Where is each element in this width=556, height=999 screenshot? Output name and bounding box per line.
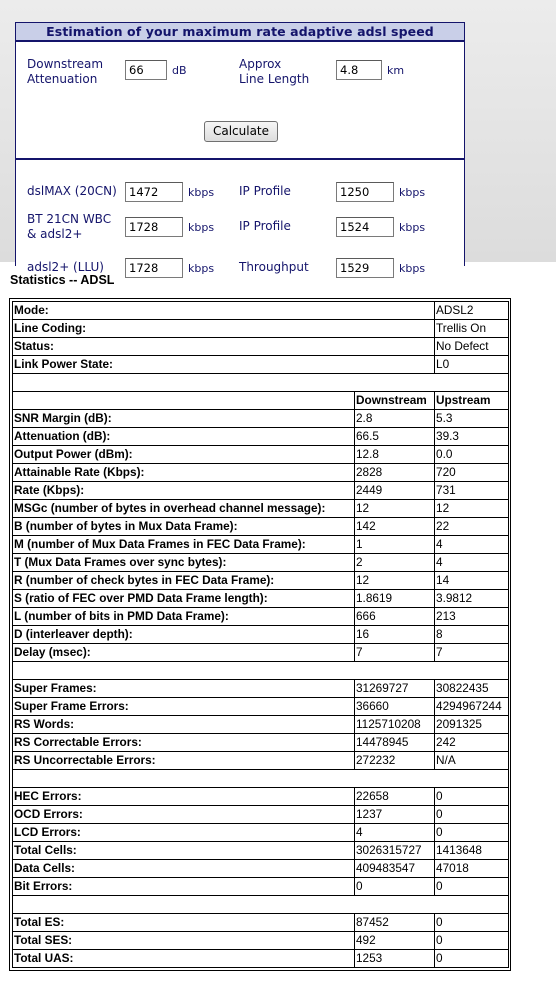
upstream-value: 0: [435, 950, 509, 968]
table-row: [13, 500, 509, 518]
downstream-column-header: Downstream: [355, 392, 435, 410]
upstream-value: 5.3: [435, 410, 509, 428]
upstream-value: 0.0: [435, 446, 509, 464]
downstream-value: 1: [355, 536, 435, 554]
stat-label: S (ratio of FEC over PMD Data Frame length):: [13, 590, 355, 608]
upstream-value: 720: [435, 464, 509, 482]
table-row: [13, 662, 509, 680]
upstream-value: N/A: [435, 752, 509, 770]
table-row: [13, 806, 509, 824]
upstream-column-header: Upstream: [435, 392, 509, 410]
upstream-value: 8: [435, 626, 509, 644]
upstream-value: 0: [435, 932, 509, 950]
result-unit: kbps: [188, 221, 215, 234]
downstream-value: 66.5: [355, 428, 435, 446]
table-row: [13, 716, 509, 734]
downstream-value: 12: [355, 572, 435, 590]
calculate-button[interactable]: Calculate: [204, 121, 278, 142]
table-row: [13, 374, 509, 392]
result-right-value-field[interactable]: 1250: [336, 182, 394, 202]
result-right-unit: kbps: [399, 186, 426, 199]
table-row: [13, 428, 509, 446]
stat-label: Total Cells:: [13, 842, 355, 860]
downstream-value: 2449: [355, 482, 435, 500]
stat-label: Attenuation (dB):: [13, 428, 355, 446]
result-unit: kbps: [188, 262, 215, 275]
downstream-value: 12.8: [355, 446, 435, 464]
result-value-field[interactable]: 1728: [125, 258, 183, 278]
table-row: [13, 842, 509, 860]
downstream-value: 666: [355, 608, 435, 626]
upstream-value: 47018: [435, 860, 509, 878]
attenuation-unit: dB: [172, 64, 187, 77]
upstream-value: 39.3: [435, 428, 509, 446]
table-row: [13, 338, 509, 356]
table-row: [13, 446, 509, 464]
downstream-value: 12: [355, 500, 435, 518]
upstream-value: 0: [435, 824, 509, 842]
line-length-unit: km: [387, 64, 405, 77]
stat-label: Super Frame Errors:: [13, 698, 355, 716]
table-row: [13, 896, 509, 914]
table-row: [13, 536, 509, 554]
downstream-value: 36660: [355, 698, 435, 716]
stat-label: RS Correctable Errors:: [13, 734, 355, 752]
result-right-unit: kbps: [399, 221, 426, 234]
table-row: [13, 734, 509, 752]
stat-label: OCD Errors:: [13, 806, 355, 824]
table-row: [13, 320, 509, 338]
downstream-value: 142: [355, 518, 435, 536]
stat-label: SNR Margin (dB):: [13, 410, 355, 428]
table-row: [13, 752, 509, 770]
downstream-value: 14478945: [355, 734, 435, 752]
blank-spacer-cell: [13, 770, 509, 788]
upstream-value: 0: [435, 788, 509, 806]
upstream-value: 1413648: [435, 842, 509, 860]
stat-label: RS Words:: [13, 716, 355, 734]
stat-label: Status:: [13, 338, 435, 356]
upstream-value: 7: [435, 644, 509, 662]
table-row: [13, 914, 509, 932]
upstream-value: 0: [435, 914, 509, 932]
stat-label: Attainable Rate (Kbps):: [13, 464, 355, 482]
estimator-input-section: [16, 42, 464, 160]
stat-label: B (number of bytes in Mux Data Frame):: [13, 518, 355, 536]
stat-label: Delay (msec):: [13, 644, 355, 662]
result-right-label: Throughput: [239, 260, 309, 274]
result-value-field[interactable]: 1472: [125, 182, 183, 202]
stat-label: Total SES:: [13, 932, 355, 950]
stat-label: M (number of Mux Data Frames in FEC Data Frame):: [13, 536, 355, 554]
line-length-input[interactable]: 4.8: [336, 60, 382, 80]
table-row: [13, 824, 509, 842]
stat-label: Data Cells:: [13, 860, 355, 878]
table-row: [13, 302, 509, 320]
stat-label: Bit Errors:: [13, 878, 355, 896]
stat-label: MSGc (number of bytes in overhead channel message):: [13, 500, 355, 518]
upstream-value: 30822435: [435, 680, 509, 698]
result-right-label: IP Profile: [239, 219, 291, 233]
line-length-label: Approx Line Length: [239, 57, 310, 86]
stat-label: D (interleaver depth):: [13, 626, 355, 644]
downstream-attenuation-label: Downstream Attenuation: [27, 57, 104, 86]
upstream-value: 12: [435, 500, 509, 518]
downstream-value: 1253: [355, 950, 435, 968]
estimator-results-section: [16, 160, 464, 275]
table-row: [13, 932, 509, 950]
stat-label: R (number of check bytes in FEC Data Frame):: [13, 572, 355, 590]
downstream-value: 492: [355, 932, 435, 950]
downstream-value: 409483547: [355, 860, 435, 878]
downstream-value: 16: [355, 626, 435, 644]
stat-label: RS Uncorrectable Errors:: [13, 752, 355, 770]
downstream-value: 87452: [355, 914, 435, 932]
header-empty-cell: [13, 392, 355, 410]
upstream-value: 0: [435, 878, 509, 896]
table-row: [13, 860, 509, 878]
stat-label: HEC Errors:: [13, 788, 355, 806]
table-row: [13, 950, 509, 968]
table-row: [13, 590, 509, 608]
stat-label: Total ES:: [13, 914, 355, 932]
table-row: [13, 356, 509, 374]
table-row: [13, 608, 509, 626]
table-row: [13, 878, 509, 896]
upstream-value: 3.9812: [435, 590, 509, 608]
upstream-value: 0: [435, 806, 509, 824]
table-row: [13, 788, 509, 806]
table-row: [13, 464, 509, 482]
table-row: [13, 482, 509, 500]
statistics-title: Statistics -- ADSL: [10, 273, 115, 287]
result-unit: kbps: [188, 186, 215, 199]
upstream-value: 14: [435, 572, 509, 590]
adsl-statistics-table-frame: [9, 298, 511, 971]
estimator-title: Estimation of your maximum rate adaptive adsl speed: [16, 23, 464, 42]
downstream-value: 1237: [355, 806, 435, 824]
stat-value: L0: [435, 356, 509, 374]
table-row: [13, 680, 509, 698]
stat-value: ADSL2: [435, 302, 509, 320]
table-row: [13, 644, 509, 662]
upstream-value: 4: [435, 554, 509, 572]
upstream-value: 731: [435, 482, 509, 500]
downstream-value: 4: [355, 824, 435, 842]
speed-estimator-panel: [15, 22, 465, 275]
upstream-value: 4294967244: [435, 698, 509, 716]
result-value-field[interactable]: 1728: [125, 217, 183, 237]
stat-label: Line Coding:: [13, 320, 435, 338]
upstream-value: 4: [435, 536, 509, 554]
downstream-value: 7: [355, 644, 435, 662]
result-right-value-field[interactable]: 1524: [336, 217, 394, 237]
result-right-unit: kbps: [399, 262, 426, 275]
result-label: adsl2+ (LLU): [27, 260, 104, 274]
table-row: [13, 392, 509, 410]
table-row: [13, 626, 509, 644]
table-row: [13, 770, 509, 788]
downstream-value: 1.8619: [355, 590, 435, 608]
downstream-value: 3026315727: [355, 842, 435, 860]
table-row: [13, 698, 509, 716]
downstream-value: 1125710208: [355, 716, 435, 734]
result-label: BT 21CN WBC & adsl2+: [27, 212, 112, 241]
table-row: [13, 410, 509, 428]
stat-label: Super Frames:: [13, 680, 355, 698]
adsl-statistics-table: [12, 301, 509, 968]
upstream-value: 213: [435, 608, 509, 626]
table-row: [13, 518, 509, 536]
stat-label: LCD Errors:: [13, 824, 355, 842]
stat-label: Mode:: [13, 302, 435, 320]
blank-spacer-cell: [13, 896, 509, 914]
downstream-value: 2.8: [355, 410, 435, 428]
result-right-label: IP Profile: [239, 184, 291, 198]
downstream-value: 22658: [355, 788, 435, 806]
downstream-value: 2: [355, 554, 435, 572]
stat-label: L (number of bits in PMD Data Frame):: [13, 608, 355, 626]
upstream-value: 242: [435, 734, 509, 752]
upstream-value: 22: [435, 518, 509, 536]
stat-label: Rate (Kbps):: [13, 482, 355, 500]
downstream-value: 31269727: [355, 680, 435, 698]
blank-spacer-cell: [13, 374, 509, 392]
upstream-value: 2091325: [435, 716, 509, 734]
stat-value: Trellis On: [435, 320, 509, 338]
blank-spacer-cell: [13, 662, 509, 680]
downstream-value: 2828: [355, 464, 435, 482]
statistics-table-body: [13, 302, 509, 968]
table-row: [13, 572, 509, 590]
downstream-value: 0: [355, 878, 435, 896]
stat-label: Link Power State:: [13, 356, 435, 374]
stat-label: Total UAS:: [13, 950, 355, 968]
downstream-attenuation-input[interactable]: 66: [125, 60, 167, 80]
result-right-value-field[interactable]: 1529: [336, 258, 394, 278]
result-label: dslMAX (20CN): [27, 184, 117, 198]
table-row: [13, 554, 509, 572]
downstream-value: 272232: [355, 752, 435, 770]
stat-label: Output Power (dBm):: [13, 446, 355, 464]
stat-value: No Defect: [435, 338, 509, 356]
stat-label: T (Mux Data Frames over sync bytes):: [13, 554, 355, 572]
